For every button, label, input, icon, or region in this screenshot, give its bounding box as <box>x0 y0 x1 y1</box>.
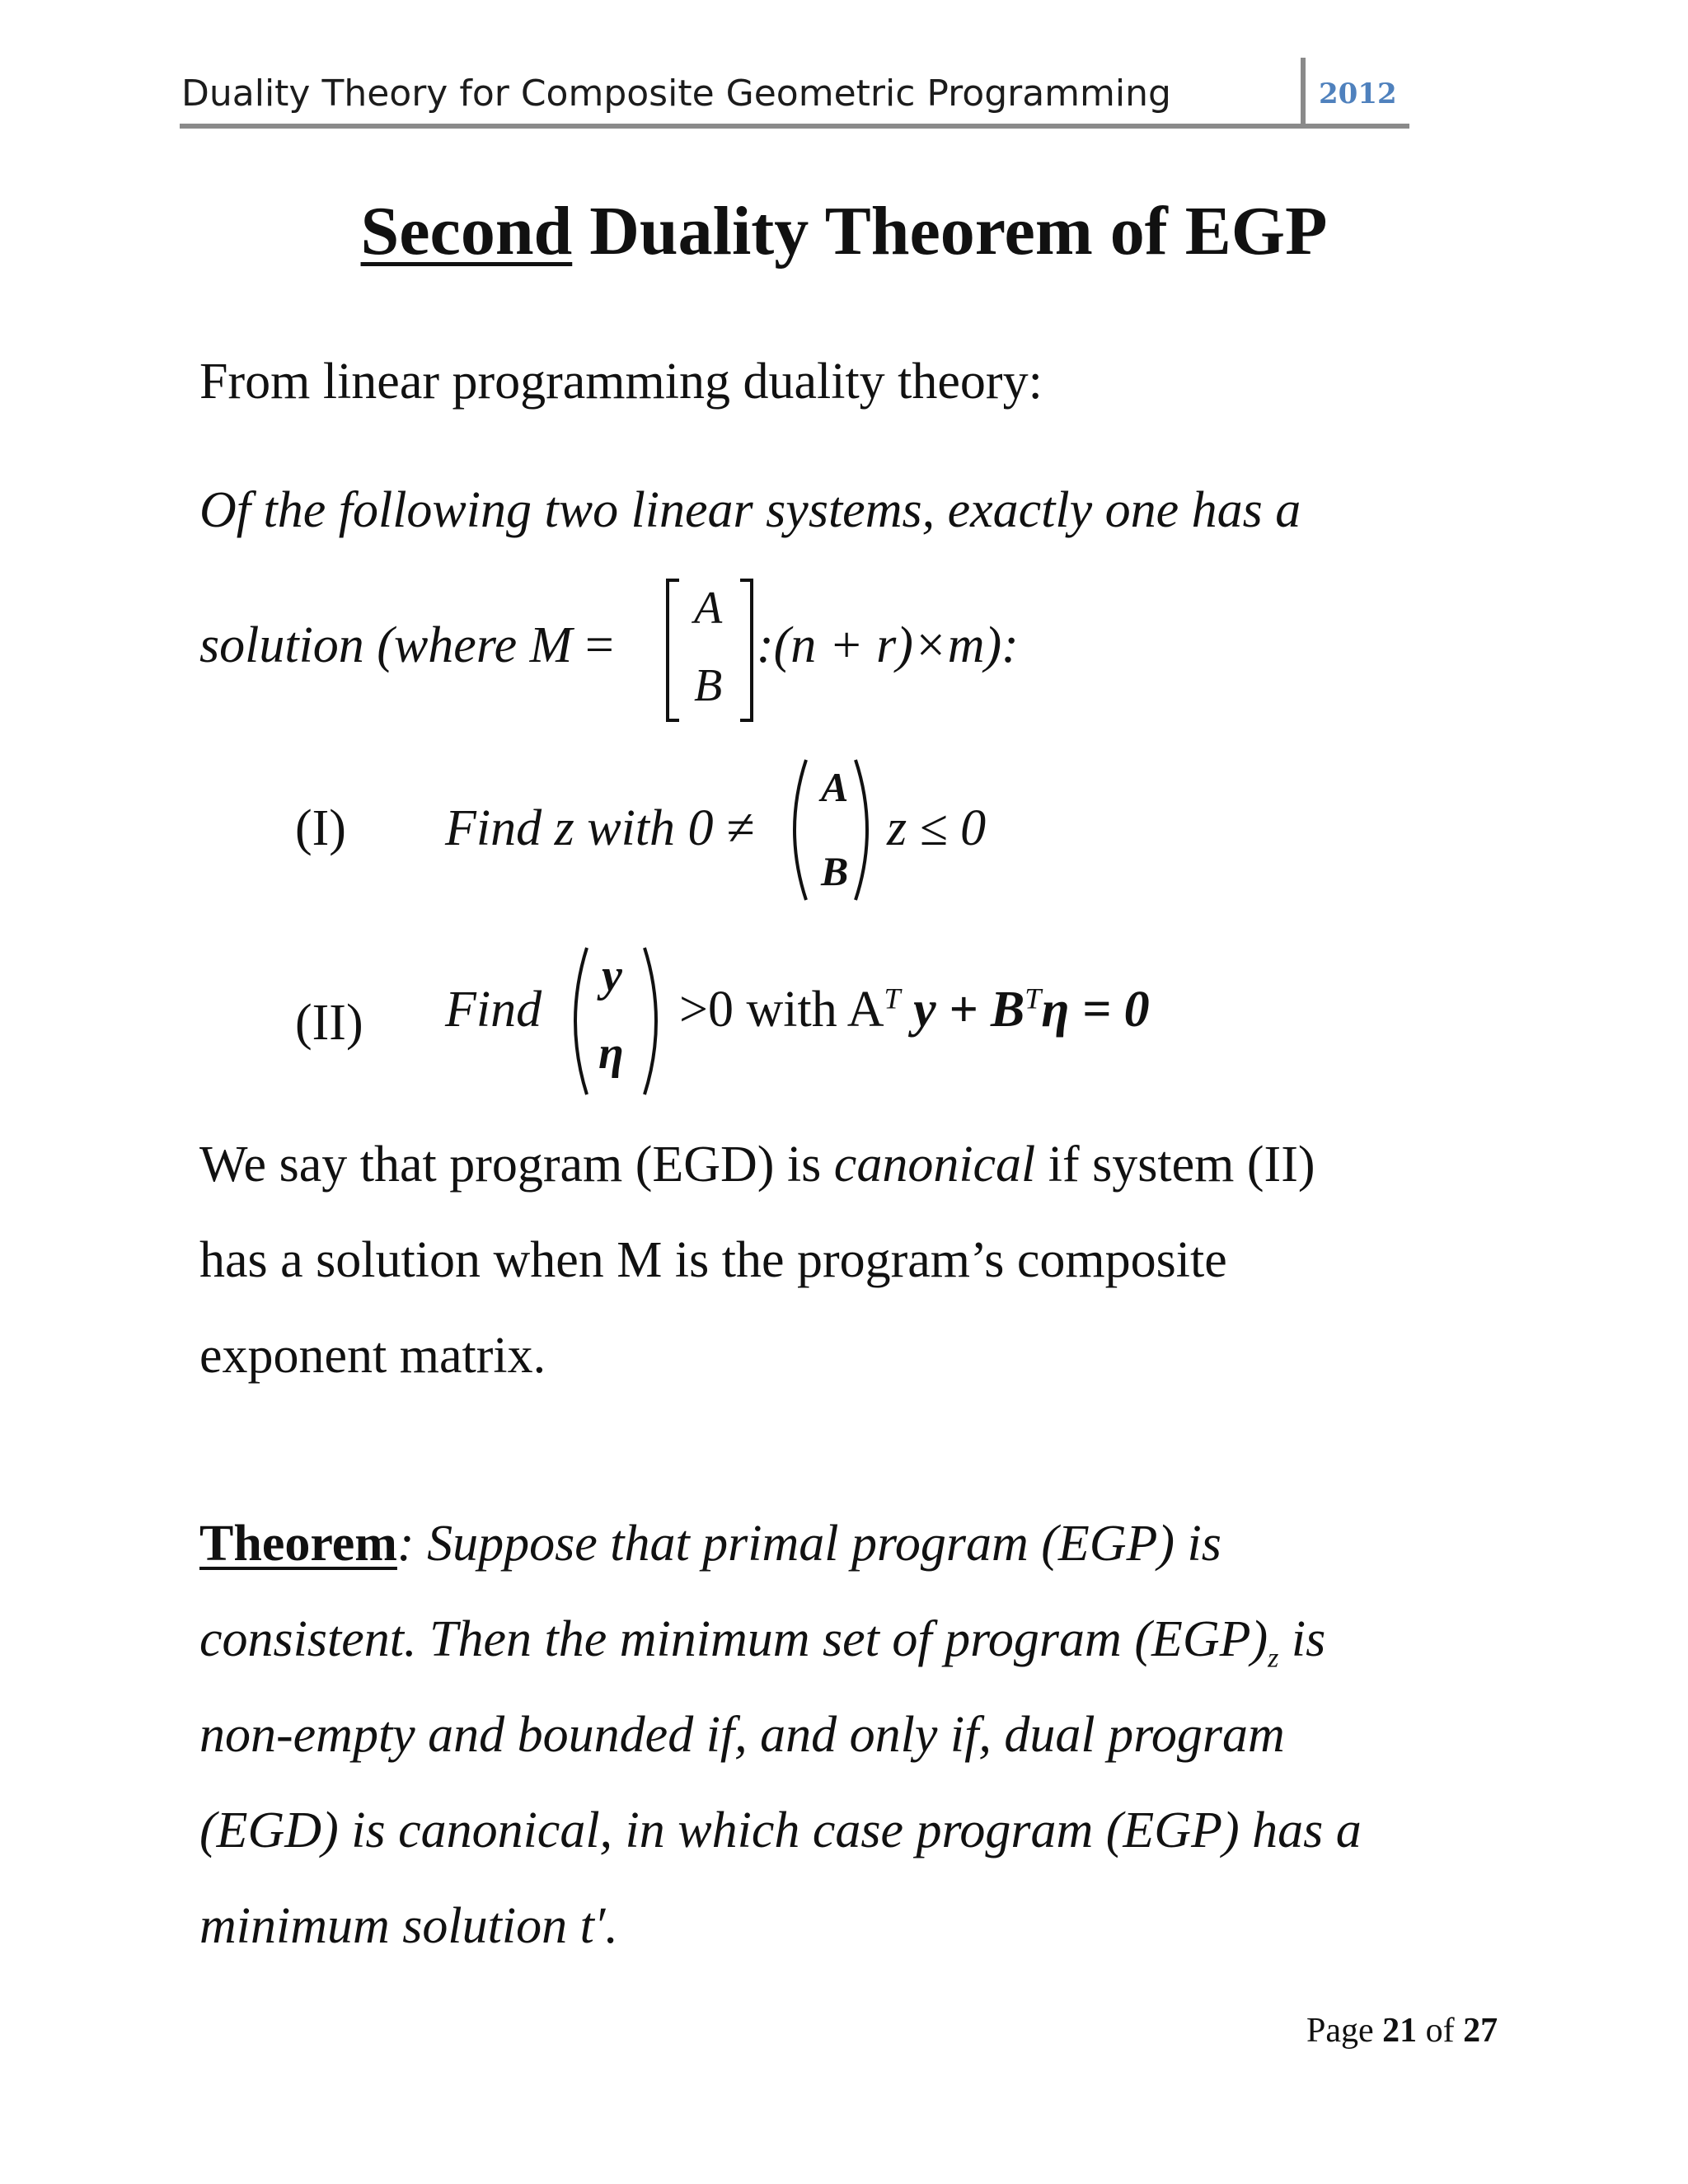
canonical-line-1-a: We say that program (EGD) is <box>199 1137 834 1193</box>
theorem-line-1 <box>199 1515 1221 1573</box>
system-2-find: Find <box>445 982 542 1038</box>
header-year: 2012 <box>1319 77 1397 110</box>
system-2-equation <box>679 981 1150 1039</box>
canonical-line-1 <box>199 1136 1315 1194</box>
statement-line-1: Of the following two linear systems, exactly one has a <box>199 482 1301 538</box>
header-divider <box>1301 58 1306 127</box>
system-1-vec-bottom: B <box>821 848 849 894</box>
intro-text: From linear programming duality theory: <box>199 354 1043 410</box>
matrix-bottom: B <box>694 660 723 711</box>
page-number <box>1306 2011 1498 2050</box>
theorem-line-2-end: is <box>1278 1611 1326 1667</box>
theorem-line-2-text: consistent. Then the minimum set of program (EGP) <box>199 1611 1268 1667</box>
running-header-title: Duality Theory for Composite Geometric Programming <box>181 73 1171 115</box>
page-title <box>0 191 1688 271</box>
system-2-sup-1: T <box>884 982 901 1015</box>
matrix-dims: :(n + r)×m): <box>757 617 1019 673</box>
system-1-vec-top: A <box>821 764 849 810</box>
matrix-top: A <box>694 583 723 634</box>
system-1-text: Find z with 0 ≠ <box>445 800 755 856</box>
theorem-line-2-sub: z <box>1268 1643 1279 1674</box>
of-word: of <box>1417 2012 1464 2050</box>
statement-line-2: solution (where M = <box>199 617 614 673</box>
system-2-vec-top: y <box>602 950 622 1001</box>
canonical-line-3: exponent matrix. <box>199 1328 546 1384</box>
theorem-line-4: (EGD) is canonical, in which case program (EGP) has a <box>199 1802 1362 1858</box>
theorem-line-5: minimum solution t′. <box>199 1898 618 1954</box>
matrix-name: M <box>529 617 573 673</box>
system-2-end: η = 0 <box>1041 982 1150 1038</box>
title-underlined-word: Second <box>360 193 573 269</box>
theorem-line-2 <box>199 1610 1325 1674</box>
theorem-line-1-text: : Suppose that primal program (EGP) is <box>396 1516 1221 1572</box>
system-2-mid: y + B <box>900 982 1025 1038</box>
canonical-line-2: has a solution when M is the program’s composite <box>199 1232 1227 1288</box>
theorem-label: Theorem <box>199 1516 397 1572</box>
canonical-term: canonical <box>833 1137 1036 1193</box>
system-2-sup-2: T <box>1025 982 1042 1015</box>
system-2-label: (II) <box>295 995 363 1051</box>
total-pages: 27 <box>1463 2012 1498 2050</box>
theorem-line-3: non-empty and bounded if, and only if, dual program <box>199 1707 1285 1763</box>
canonical-line-1-c: if system (II) <box>1035 1137 1315 1193</box>
page-word: Page <box>1306 2012 1383 2050</box>
system-1-label: (I) <box>295 800 346 856</box>
title-rest: Duality Theorem of EGP <box>572 193 1328 269</box>
system-2-tail: >0 with A <box>679 982 884 1038</box>
header-rule <box>180 124 1409 129</box>
system-2-vec-bottom: η <box>598 1028 624 1079</box>
statement-line-2-prefix: solution (where <box>199 617 530 673</box>
system-1-tail: z ≤ 0 <box>887 800 987 856</box>
current-page: 21 <box>1382 2012 1418 2050</box>
